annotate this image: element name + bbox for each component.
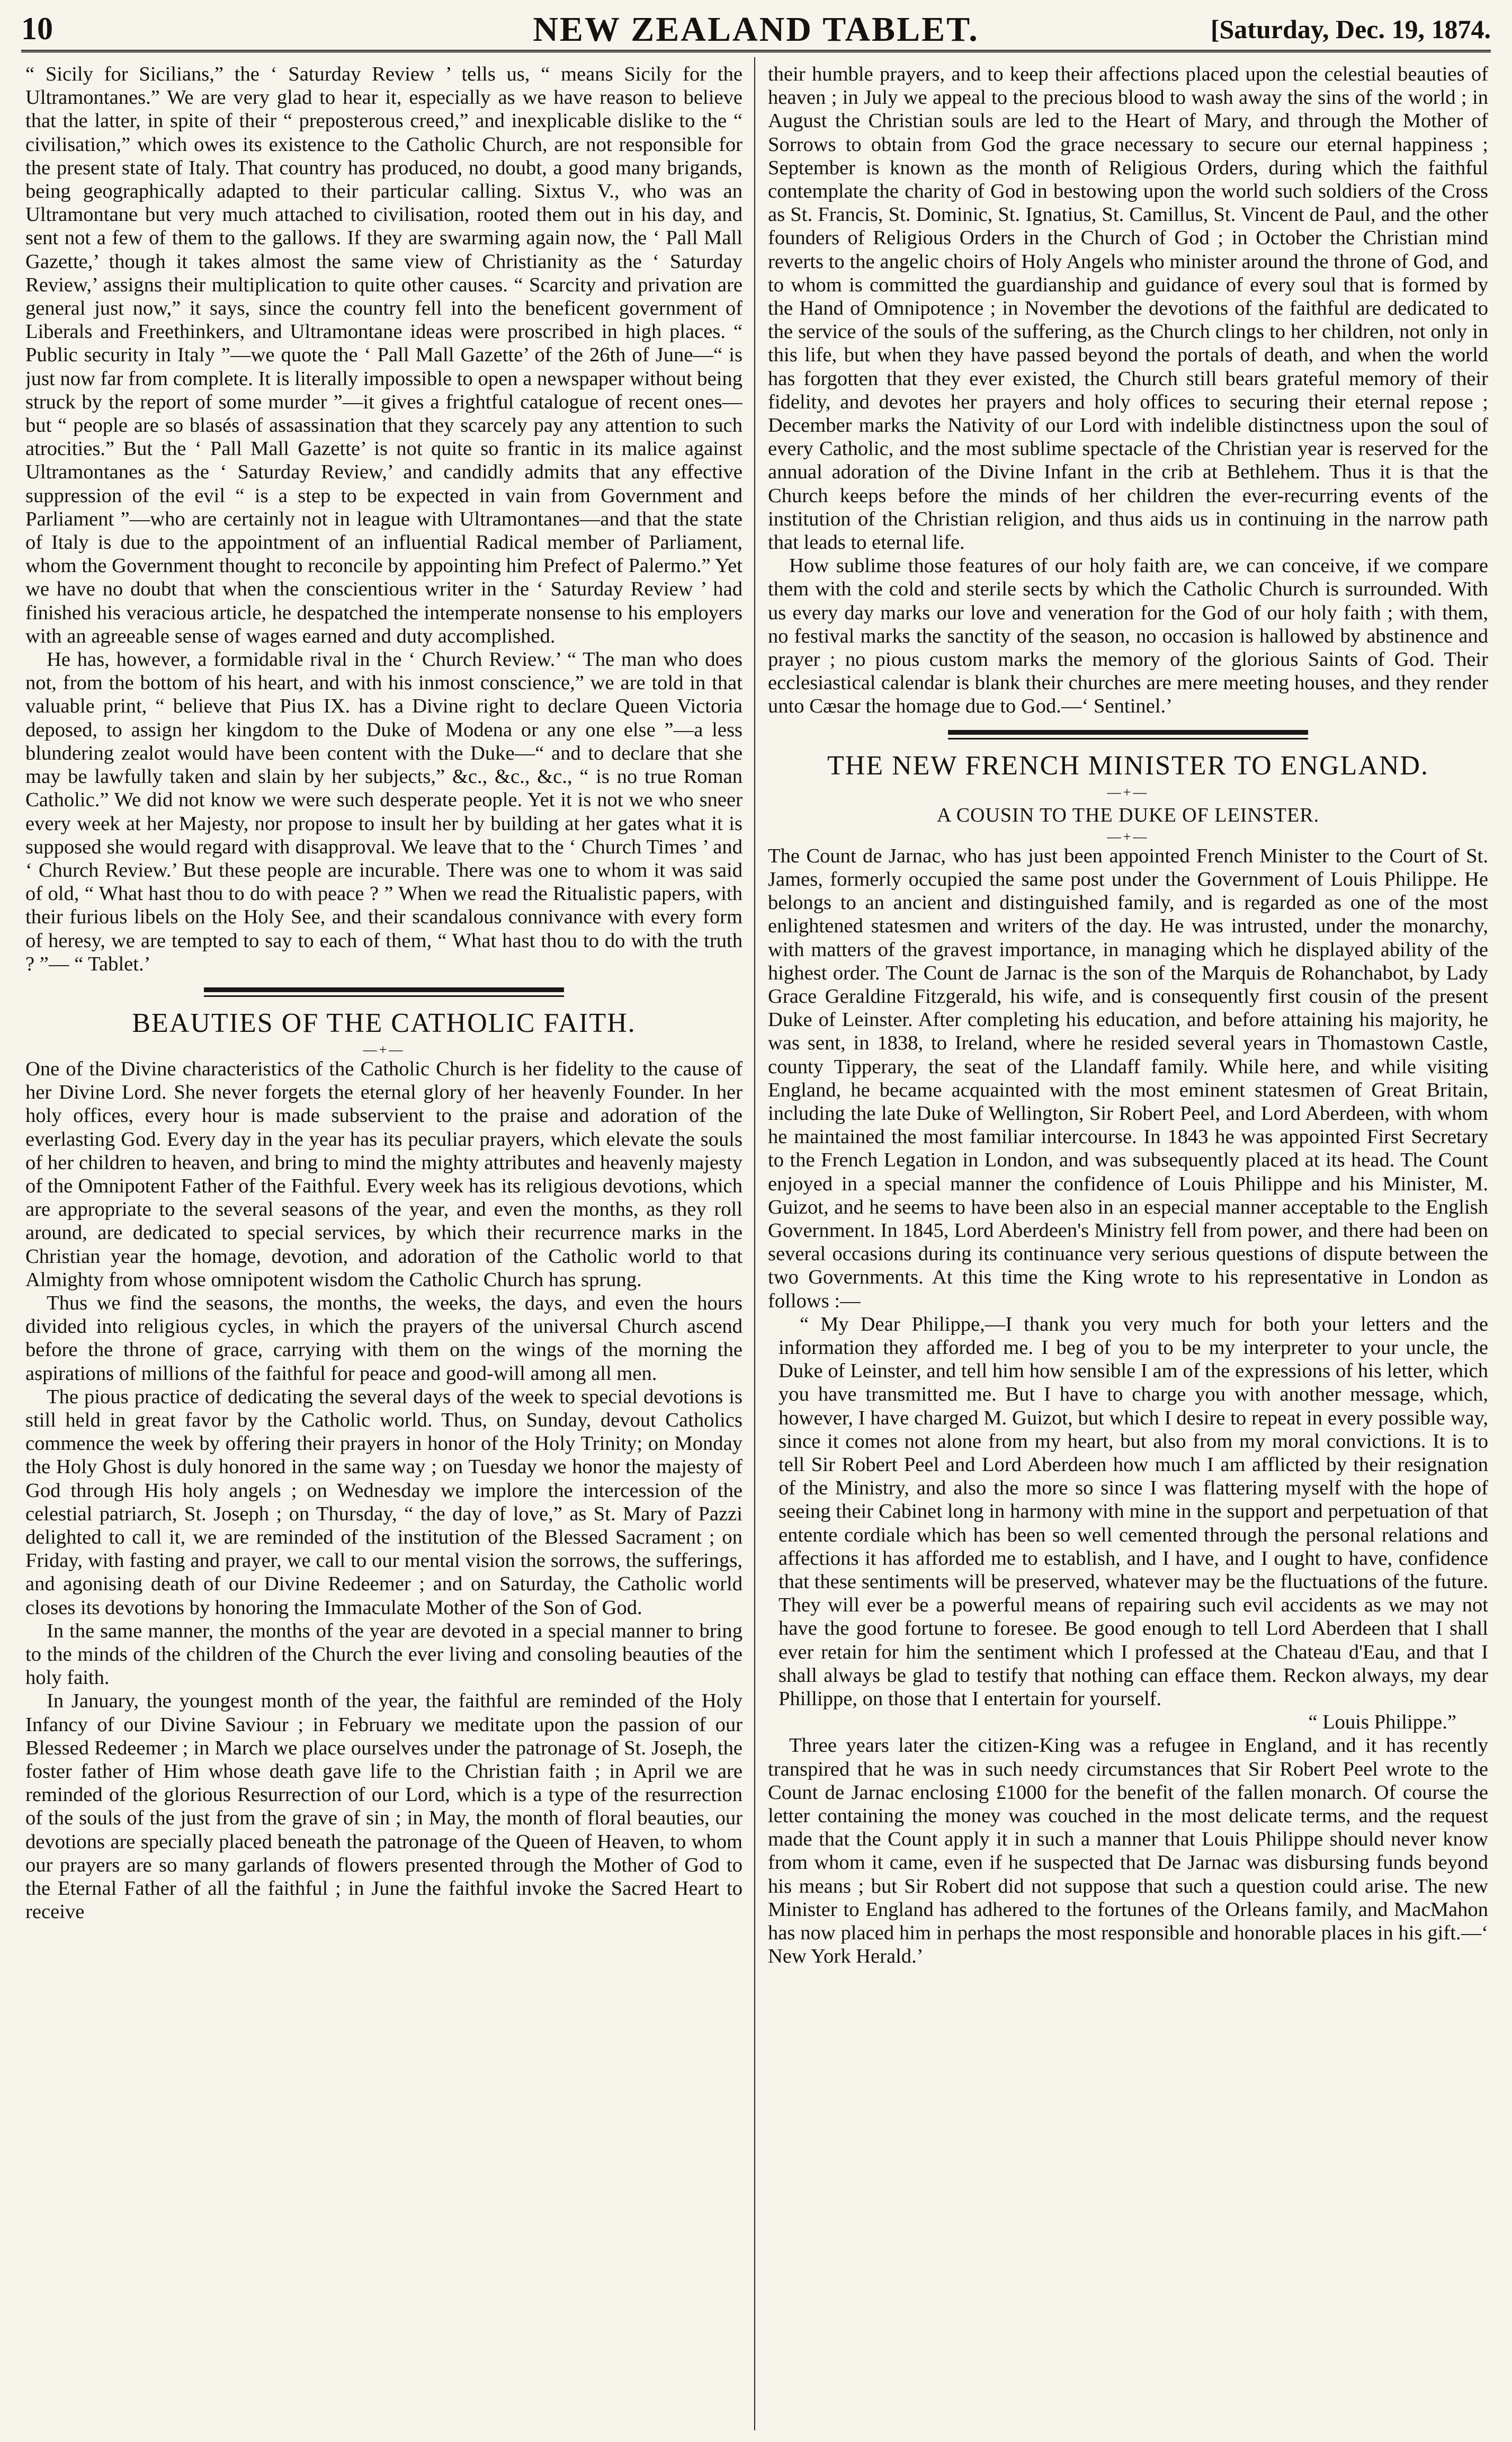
- article-paragraph: The pious practice of dedicating the several days of the week to special devotions is still held in great favor by the Catholic world. Thus, on Sunday, devout Catholics commence the week by offering their prayers in honor of the Holy Trinity; on Monday the Holy Ghost is duly honored in the same way ; on Tuesday we honor the majesty of God through His holy angels ; on Wednesday we implore the intercession of the celestial patriarch, St. Joseph ; on Thursday, “ the day of love,” as St. Mary of Pazzi delighted to call it, we are reminded of the institution of the Blessed Sacrament ; on Friday, with fasting and prayer, we call to our mental vision the sorrows, the sufferings, and agonising death of our Divine Redeemer ; and on Saturday, the Catholic world closes its devotions by honoring the Immaculate Mother of the Son of God.: [25, 1385, 742, 1619]
- article-paragraph: The Count de Jarnac, who has just been appointed French Minister to the Court of St. James, formerly occupied the same post under the Government of Louis Philippe. He belongs to an ancient and distinguished family, and is regarded as one of the most enlightened statesmen and writers of the day. He was intrusted, under the monarchy, with matters of the gravest importance, in managing which he displayed ability of the highest order. The Count de Jarnac is the son of the Marquis de Rohanchabot, by Lady Grace Geraldine Fitzgerald, his wife, and is consequently first cousin of the present Duke of Leinster. After completing his education, and before attaining his majority, he was sent, in 1838, to Ireland, where he resided several years in Thomastown Castle, county Tipperary, the seat of the Llandaff family. While here, and while visiting England, he became acquainted with the most eminent statesmen of Great Britain, including the late Duke of Wellington, Sir Robert Peel, and Lord Aberdeen, with whom he maintained the most familiar intercourse. In 1843 he was appointed First Secretary to the French Legation in London, and was subsequently placed at its head. The Count enjoyed in a special manner the confidence of Louis Philippe and his Minister, M. Guizot, and he seems to have been also in an especial manner acceptable to the English Government. In 1845, Lord Aberdeen's Ministry fell from power, and there had been on several occasions during its continuance very serious questions of dispute between the two Governments. At this time the King wrote to his representative in London as follows :—: [768, 844, 1488, 1312]
- newspaper-title: NEW ZEALAND TABLET.: [533, 10, 979, 49]
- article-paragraph: He has, however, a formidable rival in the ‘ Church Review.’ “ The man who does not, from the bottom of his heart, and with his inmost conscience,” we are told in that valuable print, “ believe that Pius IX. has a Divine right to declare Queen Victoria deposed, to assign her kingdom to the Duke of Modena or any one else ”—a less blundering zealot would have been content with the Duke—“ and to declare that she may be lawfully taken and slain by her subjects,” &c., &c., &c., “ is no true Roman Catholic.” We did not know we were such desperate people. Yet it is not we who sneer every week at her Majesty, nor propose to insult her by building at her gates what it is supposed she would regard with disapproval. We leave that to the ‘ Church Times ’ and ‘ Church Review.’ But these people are incurable. There was one to whom it was said of old, “ What hast thou to do with peace ? ” When we read the Ritualistic papers, with their furious libels on the Holy See, and their scandalous connivance with every form of heresy, we are tempted to say to each of them, “ What hast thou to do with the truth ? ”— “ Tablet.’: [25, 648, 742, 975]
- section-heading: BEAUTIES OF THE CATHOLIC FAITH.: [132, 1008, 636, 1038]
- right-column: [768, 63, 1488, 2425]
- ornament: —+—: [1107, 828, 1149, 844]
- section-subheading: A COUSIN TO THE DUKE OF LEINSTER.: [936, 804, 1320, 826]
- article-paragraph: One of the Divine characteristics of the Catholic Church is her fidelity to the cause of her Divine Lord. She never forgets the eternal glory of her heavenly Founder. In her holy offices, every hour is made subservient to the praise and adoration of the everlasting God. Every day in the year has its peculiar prayers, which elevate the souls of her children to heaven, and bring to mind the mighty attributes and heavenly majesty of the Omnipotent Father of the Faithful. Every week has its religious devotions, which are appropriate to the several seasons of the year, and even the months, as they roll around, are dedicated to special services, by which their recurrence marks in the Christian year the homage, devotion, and adoration of the Catholic world to that Almighty from whose omnipotent wisdom the Catholic Church has sprung.: [25, 1057, 742, 1291]
- ornament: —+—: [363, 1041, 405, 1057]
- article-paragraph: their humble prayers, and to keep their affections placed upon the celestial beauties of heaven ; in July we appeal to the precious blood to wash away the sins of the world ; in August the Christian souls are led to the Heart of Mary, and through the Mother of Sorrows to obtain from God the grace necessary to secure our eternal happiness ; September is known as the month of Religious Orders, during which the faithful contemplate the charity of God in bestowing upon the world such soldiers of the Cross as St. Francis, St. Dominic, St. Ignatius, St. Camillus, St. Vincent de Paul, and the other founders of Religious Orders in the Church of God ; in October the Christian mind reverts to the angelic choirs of Holy Angels who minister around the throne of God, and to whom is committed the guardianship and guidance of every soul that is formed by the Hand of Omnipotence ; in November the devotions of the faithful are dedicated to the service of the souls of the suffering, as the Church clings to her children, not only in this life, but when they have passed beyond the portals of death, and when the world has forgotten that they ever existed, the Church still bears grateful memory of their fidelity, and devotes her prayers and holy offices to securing their eternal repose ; December marks the Nativity of our Lord with indelible distinctness upon the soul of every Catholic, and the most sublime spectacle of the Christian year is reserved for the annual adoration of the Divine Infant in the crib at Bethlehem. Thus it is that the Church keeps before the minds of her children the ever-recurring events of the institution of the Christian religion, and thus aids us in continuing in the narrow path that leads to eternal life.: [768, 63, 1488, 554]
- section-heading: THE NEW FRENCH MINISTER TO ENGLAND.: [827, 750, 1429, 781]
- issue-date: [Saturday, Dec. 19, 1874.: [1210, 14, 1491, 44]
- column-divider: [754, 57, 755, 2430]
- masthead: [21, 7, 1491, 52]
- article-paragraph: “ Sicily for Sicilians,” the ‘ Saturday Review ’ tells us, “ means Sicily for the Ultramontanes.” We are very glad to hear it, especially as we have reason to believe that the latter, in spite of their “ preposterous creed,” and inexplicable dislike to the “ civilisation,” which owes its existence to the Catholic Church, are not responsible for the present state of Italy. That country has produced, no doubt, a good many brigands, being geographically adapted to their particular calling. Sixtus V., who was an Ultramontane but very much attached to civilisation, rooted them out in his day, and sent not a few of them to the gallows. If they are swarming again now, the ‘ Pall Mall Gazette,’ though it takes almost the same view of Christianity as the ‘ Saturday Review,’ assigns their multiplication to quite other causes. “ Scarcity and privation are general just now,” it says, since the country fell into the beneficent government of Liberals and Freethinkers, and Ultramontane ideas were proscribed in high places. “ Public security in Italy ”—we quote the ‘ Pall Mall Gazette’ of the 26th of June—“ is just now far from complete. It is literally impossible to open a newspaper without being struck by the report of some murder ”—it gives a frightful catalogue of recent ones—but “ people are so blasés of assassination that they scarcely pay any attention to such atrocities.” But the ‘ Pall Mall Gazette’ is not quite so frantic in its malice against Ultramontanes as the ‘ Saturday Review,’ and candidly admits that any effective suppression of the evil “ is a step to be expected in vain from Government and Parliament ”—who are certainly not in league with Ultramontanes—and that the state of Italy is due to the appointment of an influential Radical member of Parliament, whom the Government thought to reconcile by appointing him Prefect of Palermo.” Yet we have no doubt that when the conscientious writer in the ‘ Saturday Review ’ had finished his veracious article, he despatched the intemperate nonsense to his employers with an agreeable sense of wages earned and duty accomplished.: [25, 63, 742, 647]
- article-paragraph: Thus we find the seasons, the months, the weeks, the days, and even the hours divided into religious cycles, in which the prayers of the universal Church ascend before the throne of grace, carrying with them on the wings of the morning the aspirations of millions of the faithful for peace and good-will among all men.: [25, 1291, 742, 1385]
- article-paragraph: In the same manner, the months of the year are devoted in a special manner to bring to the minds of the children of the Church the ever living and consoling beauties of the holy faith.: [25, 1619, 742, 1689]
- letter-paragraph: “ My Dear Philippe,—I thank you very much for both your letters and the information they afforded me. I beg of you to be my interpreter to your uncle, the Duke of Leinster, and tell him how sensible I am of the expressions of his letter, which you have transmitted me. But I have to charge you with another message, which, however, I have charged M. Guizot, but which I desire to repeat in every possible way, since it comes not alone from my heart, but also from my moral convictions. It is to tell Sir Robert Peel and Lord Aberdeen how much I am afflicted by their resignation of the Ministry, and also the more so since I was flattering myself with the hope of seeing their Cabinet long in harmony with mine in the support and perpetuation of that entente cordiale which has been so well cemented through the personal relations and affections it has afforded me to establish, and I have, and I ought to have, confidence that these sentiments will be preserved, whatever may be the fluctuations of the future. They will ever be a powerful means of repairing such evil accidents as we may not have the good fortune to foresee. Be good enough to tell Lord Aberdeen that I shall ever retain for him the sentiment which I professed at the Chateau d'Eau, and that I shall always be glad to testify that nothing can efface them. Reckon always, my dear Phillippe, on those that I entertain for yourself.: [779, 1313, 1488, 1710]
- article-paragraph: How sublime those features of our holy faith are, we can conceive, if we compare them with the cold and sterile sects by which the Catholic Church is surrounded. With us every day marks our love and veneration for the God of our holy faith ; with them, no festival marks the sanctity of the season, no occasion is hallowed by abstinence and prayer ; no pious custom marks the memory of the glorious Saints of God. Their ecclesiastical calendar is blank their churches are mere meeting houses, and they render unto Cæsar the homage due to God.—‘ Sentinel.’: [768, 555, 1488, 718]
- section-rule: [204, 987, 564, 997]
- ornament: —+—: [1107, 784, 1149, 800]
- article-paragraph: Three years later the citizen-King was a refugee in England, and it has recently transpired that he was in such needy circumstances that Sir Robert Peel wrote to the Count de Jarnac enclosing £1000 for the benefit of the fallen monarch. Of course the letter containing the money was couched in the most delicate terms, and the request made that the Count apply it in such a manner that Louis Philippe should never know from whom it came, even if he suspected that De Jarnac was disbursing funds beyond his means ; but Sir Robert did not suppose that such a question could arise. The new Minister to England has adhered to the fortunes of the Orleans family, and MacMahon has now placed him in perhaps the most responsible and honorable places in his gift.—‘ New York Herald.’: [768, 1734, 1488, 1968]
- article-paragraph: In January, the youngest month of the year, the faithful are reminded of the Holy Infancy of our Divine Saviour ; in February we meditate upon the passion of our Blessed Redeemer ; in March we place ourselves under the patronage of St. Joseph, the foster father of Him whose death gave life to the Christian faith ; in April we are reminded of the glorious Resurrection of our Lord, which is a type of the resurrection of the souls of the just from the grave of sin ; in May, the month of floral beauties, our devotions are specially placed beneath the patronage of the Queen of Heaven, to whom our prayers are so many garlands of flowers presented through the Mother of God to the Eternal Father of all the faithful ; in June the faithful invoke the Sacred Heart to receive: [25, 1690, 742, 1923]
- left-column: [25, 63, 742, 2425]
- page-number: 10: [21, 11, 53, 46]
- letter-signature: “ Louis Philippe.”: [1308, 1711, 1456, 1734]
- section-rule: [948, 730, 1308, 739]
